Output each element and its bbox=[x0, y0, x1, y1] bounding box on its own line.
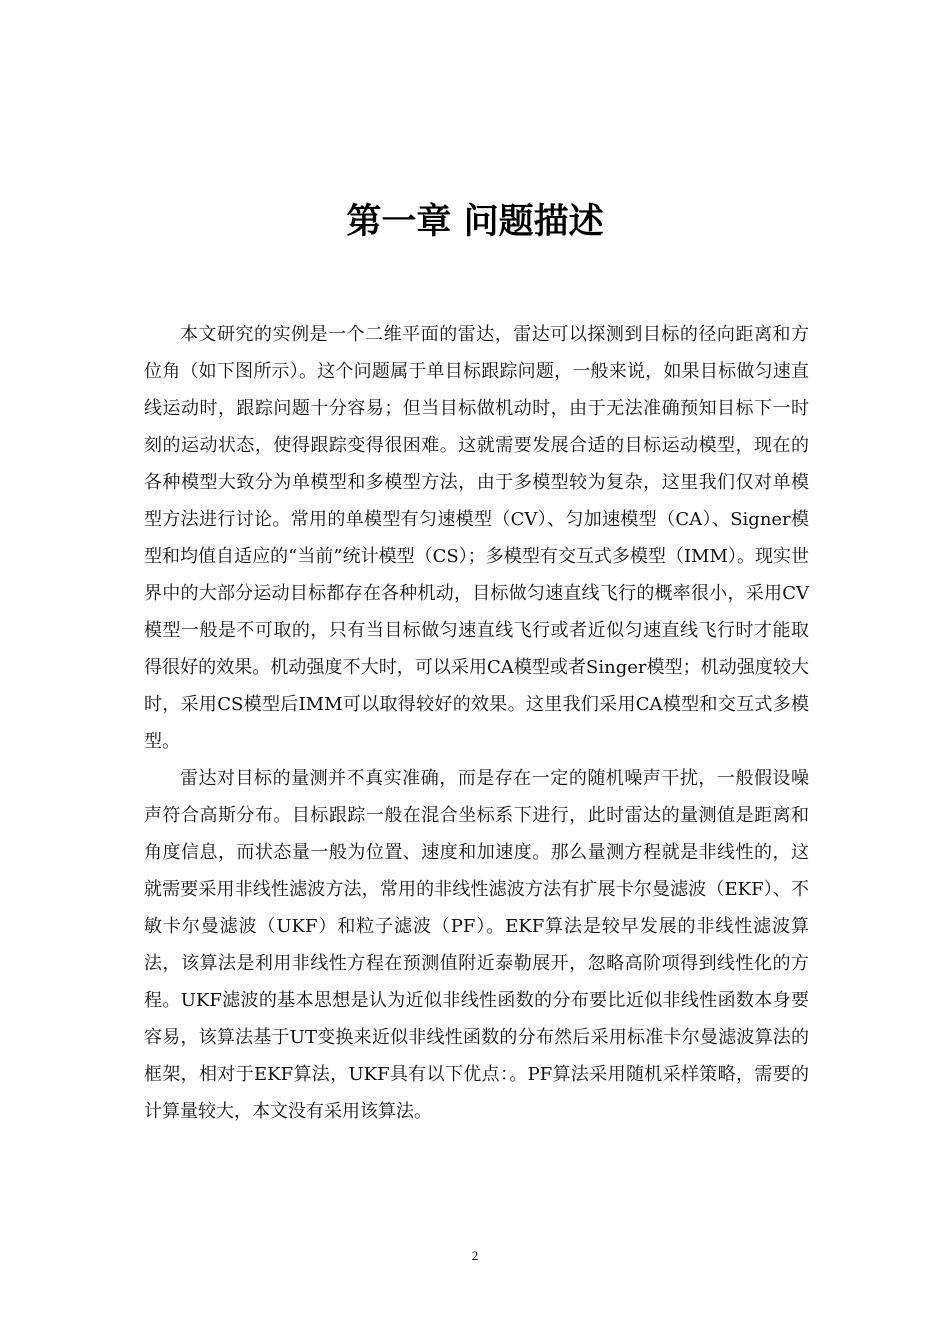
body-text bbox=[144, 316, 809, 1130]
chapter-title: 第一章 问题描述 bbox=[346, 201, 604, 242]
paragraph-nonlinear-filtering: 雷达对目标的量测并不真实准确，而是存在一定的随机噪声干扰，一般假设噪声符合高斯分布。目标跟踪一般在混合坐标系下进行，此时雷达的量测值是距离和角度信息，而状态量一般为位置、速度和加速度。那么量测方程就是非线性的，这就需要采用非线性滤波方法，常用的非线性滤波方法有扩展卡尔曼滤波（EKF）、不敏卡尔曼滤波（UKF）和粒子滤波（PF）。EKF算法是较早发展的非线性滤波算法，该算法是利用非线性方程在预测值附近泰勒展开，忽略高阶项得到线性化的方程。UKF滤波的基本思想是认为近似非线性函数的分布要比近似非线性函数本身要容易，该算法基于UT变换来近似非线性函数的分布然后采用标准卡尔曼滤波算法的框架，相对于EKF算法，UKF具有以下优点：。PF算法采用随机采样策略，需要的计算量较大，本文没有采用该算法。 bbox=[144, 768, 809, 1122]
page-number: 2 bbox=[471, 1248, 479, 1263]
paragraph-radar-models: 本文研究的实例是一个二维平面的雷达，雷达可以探测到目标的径向距离和方位角（如下图所示）。这个问题属于单目标跟踪问题，一般来说，如果目标做匀速直线运动时，跟踪问题十分容易；但当目标做机动时，由于无法准确预知目标下一时刻的运动状态，使得跟踪变得很困难。这就需要发展合适的目标运动模型，现在的各种模型大致分为单模型和多模型方法，由于多模型较为复杂，这里我们仅对单模型方法进行讨论。常用的单模型有匀速模型（CV）、匀加速模型（CA）、Signer模型和均值自适应的“当前”统计模型（CS）；多模型有交互式多模型（IMM）。现实世界中的大部分运动目标都存在各种机动，目标做匀速直线飞行的概率很小，采用CV模型一般是不可取的，只有当目标做匀速直线飞行或者近似匀速直线飞行时才能取得很好的效果。机动强度不大时，可以采用CA模型或者Singer模型；机动强度较大时，采用CS模型后IMM可以取得较好的效果。这里我们采用CA模型和交互式多模型。 bbox=[144, 324, 809, 752]
